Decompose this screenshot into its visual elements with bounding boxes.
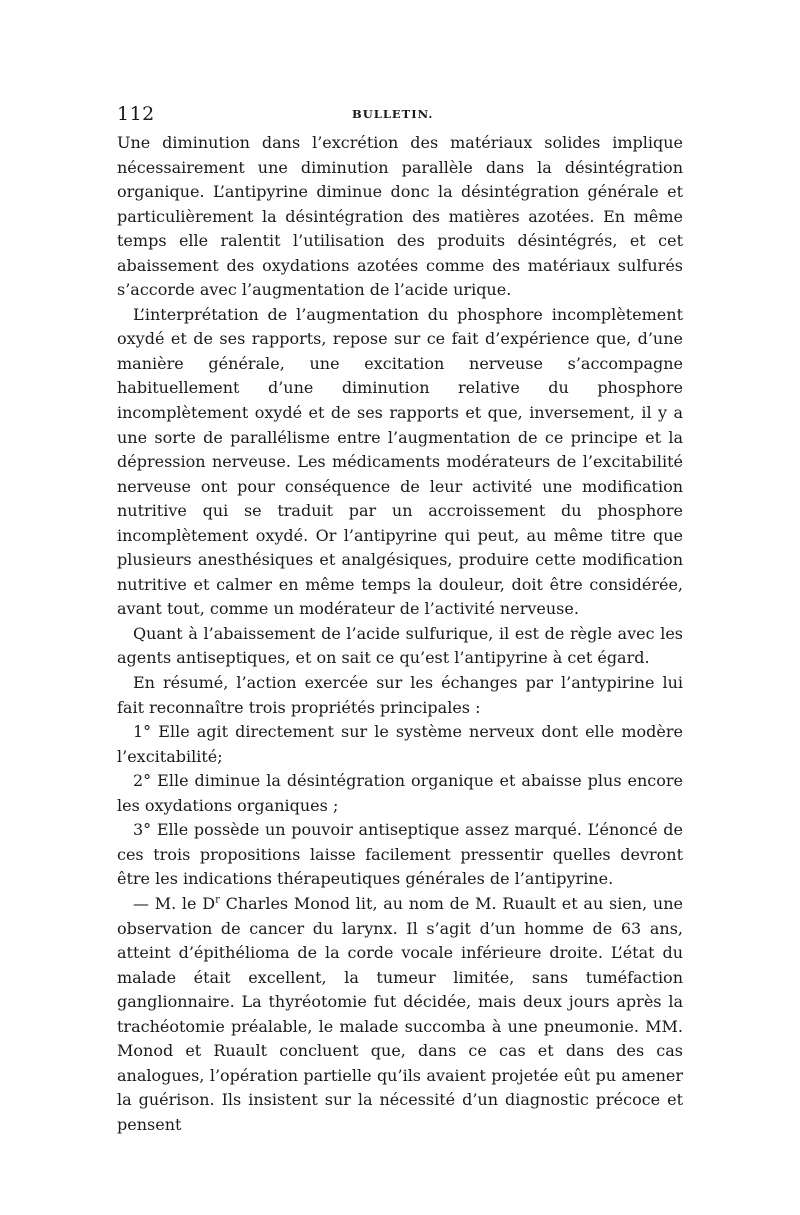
page-header <box>117 102 683 126</box>
list-item-1: 1° Elle agit directement sur le système nerveux dont elle modère l’excitabilité; <box>117 722 683 766</box>
list-item-3: 3° Elle possède un pouvoir antiseptique assez marqué. L’énoncé de ces trois propositions laisse facilement pressentir quelles devront être les indications thérapeutiques générales de l’antipyrine. <box>117 820 683 889</box>
running-title: BULLETIN. <box>352 107 434 121</box>
monod-main-text: Charles Monod lit, au nom de M. Ruault et au sien, une observation de cancer du larynx. Il s’agit d’un homme de 63 ans, atteint d’épithélioma de la corde vocale inférieure droite. L’état du malade était excellent, la tumeur limitée, sans tuméfaction ganglionnaire. La thyréotomie fut décidée, mais deux jours après la trachéotomie préalable, le malade succomba à une pneumonie. MM. Monod et Ruault concluent que, dans ce cas et dans des cas analogues, l’opération partielle qu’ils avaient projetée eût pu amener la guérison. Ils insistent sur la nécessité d’un diagnostic précoce et pensent <box>117 893 683 1134</box>
paragraph-monod <box>117 892 683 1137</box>
page-number: 112 <box>117 103 155 125</box>
paragraph-acide-sulfurique: Quant à l’abaissement de l’acide sulfurique, il est de règle avec les agents antiseptiques, et on sait ce qu’est l’antipyrine à cet égard. <box>117 623 683 668</box>
paragraph-phosphore: L’interprétation de l’augmentation du phosphore incomplètement oxydé et de ses rapports, repose sur ce fait d’expérience que, d’une manière générale, une excitation nerveuse s’accompagne habituellement d’une diminution relative du phosphore incomplètement oxydé et de ses rapports et que, inversement, il y a une sorte de parallélisme entre l’augmentation de ce principe et la dépression nerveuse. Les médicaments modérateurs de l’excitabilité nerveuse ont pour conséquence de leur activité une modification nutritive qui se traduit par un accroissement du phosphore incomplètement oxydé. Or l’antipyrine qui peut, au même titre que plusieurs anesthésiques et analgésiques, produire cette modification nutritive et calmer en même temps la douleur, doit être considérée, avant tout, comme un modérateur de l’activité nerveuse. <box>117 304 683 619</box>
paragraph-resume: En résumé, l’action exercée sur les échanges par l’antypirine lui fait reconnaître trois propriétés principales : <box>117 673 683 717</box>
paragraph-excretion: Une diminution dans l’excrétion des matériaux solides implique nécessairement une diminution parallèle dans la désintégration organique. L’antipyrine diminue donc la désintégration générale et particulièrement la désintégration des matières azotées. En même temps elle ralentit l’utilisation des produits désintégrés, et cet abaissement des oxydations azotées comme des matériaux sulfurés s’accorde avec l’augmentation de l’acide urique. <box>117 133 683 300</box>
body-text <box>117 131 683 1137</box>
doctor-superscript: r <box>215 894 220 906</box>
monod-lead-text: — M. le D <box>133 893 216 913</box>
list-item-2: 2° Elle diminue la désintégration organique et abaisse plus encore les oxydations organiques ; <box>117 771 683 815</box>
